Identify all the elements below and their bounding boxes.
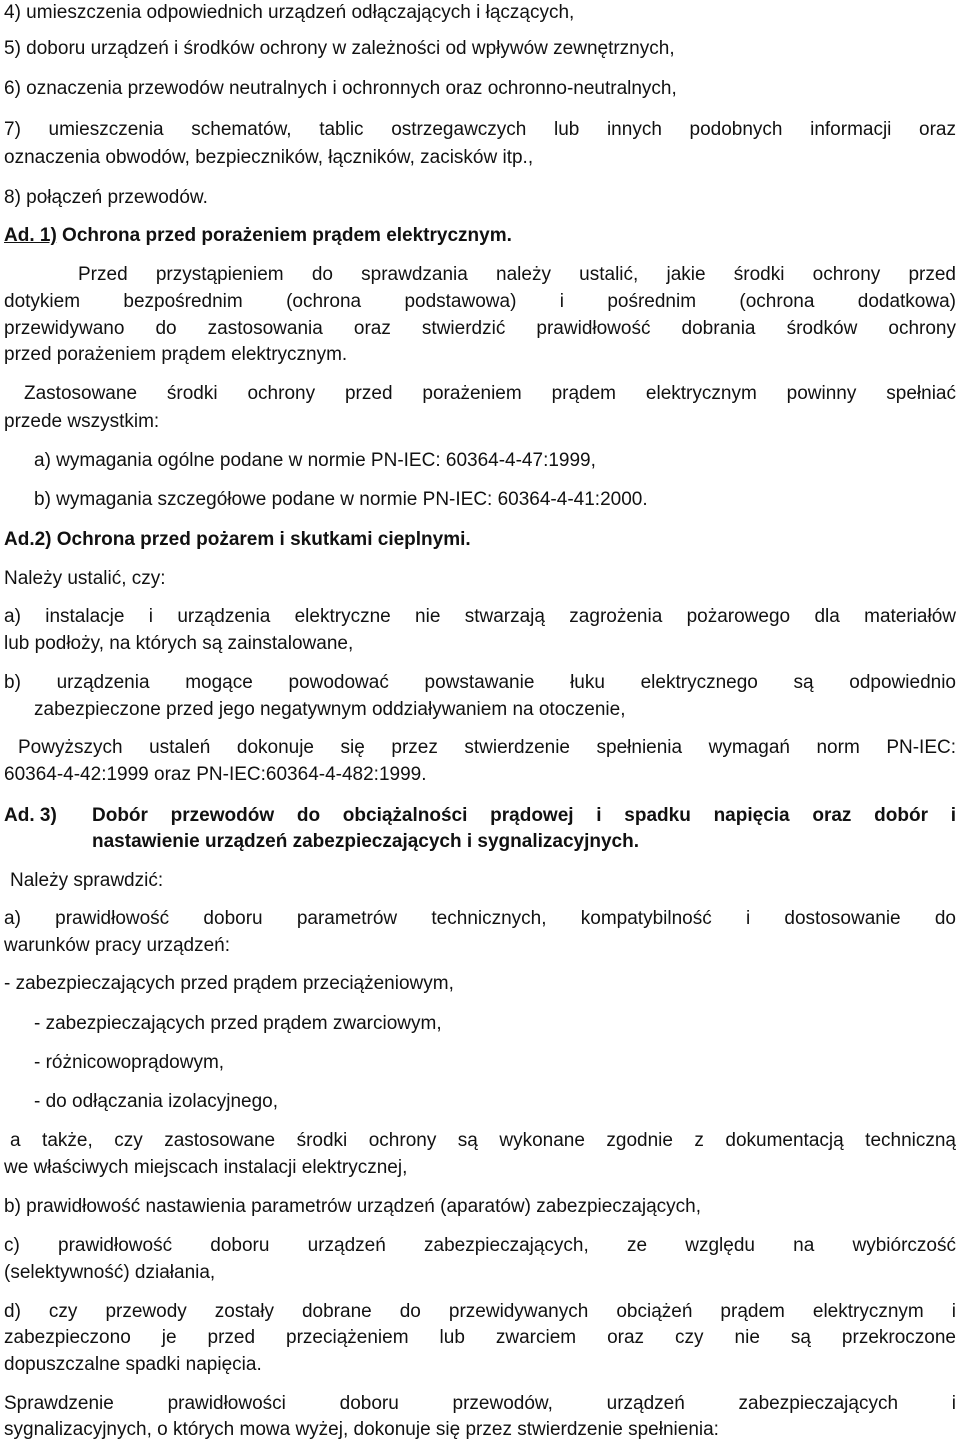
section-title-ad3-cont: nastawienie urządzeń zabezpieczających i sygnalizacyjnych. <box>92 831 640 852</box>
paragraph-line: Zastosowane środki ochrony przed porażeniem prądem elektrycznym powinny spełniać <box>24 383 956 404</box>
paragraph-line: dotykiem bezpośrednim (ochrona podstawowa) i pośrednim (ochrona dodatkowa) <box>4 291 956 312</box>
paragraph-line: c) prawidłowość doboru urządzeń zabezpieczających, ze względu na wybiórczość <box>4 1235 956 1256</box>
list-item-7: 7) umieszczenia schematów, tablic ostrzegawczych lub innych podobnych informacji oraz <box>4 119 956 140</box>
section-prefix: Ad. 1) <box>4 225 57 246</box>
requirement-a: a) wymagania ogólne podane w normie PN-IEC: 60364-4-47:1999, <box>34 450 596 471</box>
list-item-8: 8) połączeń przewodów. <box>4 187 208 208</box>
paragraph-intro: Należy ustalić, czy: <box>4 568 166 589</box>
paragraph-line: lub podłoży, na których są zainstalowane, <box>4 633 354 654</box>
paragraph-line: zabezpieczone przed jego negatywnym oddziaływaniem na otoczenie, <box>34 699 626 720</box>
section-prefix-ad3: Ad. 3) <box>4 805 57 826</box>
paragraph-line: (selektywność) działania, <box>4 1262 216 1283</box>
list-item-7-cont: oznaczenia obwodów, bezpieczników, łączników, zacisków itp., <box>4 147 534 168</box>
dash-item: - do odłączania izolacyjnego, <box>34 1091 278 1112</box>
paragraph-line: Sprawdzenie prawidłowości doboru przewodów, urządzeń zabezpieczających i <box>4 1393 956 1414</box>
paragraph-line: d) czy przewody zostały dobrane do przewidywanych obciążeń prądem elektrycznym i <box>4 1301 956 1322</box>
dash-item: - różnicowoprądowym, <box>34 1052 225 1073</box>
paragraph-line: Przed przystąpieniem do sprawdzania należy ustalić, jakie środki ochrony przed <box>78 264 956 285</box>
dash-item: - zabezpieczających przed prądem przeciążeniowym, <box>4 973 454 994</box>
paragraph-line: we właściwych miejscach instalacji elektrycznej, <box>4 1157 408 1178</box>
section-title-ad3: Dobór przewodów do obciążalności prądowej i spadku napięcia oraz dobór i <box>92 805 956 826</box>
dash-item: - zabezpieczających przed prądem zwarciowym, <box>34 1013 442 1034</box>
paragraph-intro: Należy sprawdzić: <box>10 870 164 891</box>
paragraph-line: Powyższych ustaleń dokonuje się przez stwierdzenie spełnienia wymagań norm PN-IEC: <box>18 737 956 758</box>
paragraph-line: przede wszystkim: <box>4 411 160 432</box>
paragraph-line: warunków pracy urządzeń: <box>4 935 230 956</box>
section-heading-ad1 <box>4 223 956 249</box>
section-heading-ad2: Ad.2) Ochrona przed pożarem i skutkami cieplnymi. <box>4 529 471 550</box>
paragraph-line: przewidywano do zastosowania oraz stwierdzić prawidłowość dobrania środków ochrony <box>4 318 956 339</box>
paragraph-line: a) prawidłowość doboru parametrów technicznych, kompatybilność i dostosowanie do <box>4 908 956 929</box>
paragraph-line: a także, czy zastosowane środki ochrony są wykonane zgodnie z dokumentacją techniczną <box>10 1130 956 1151</box>
requirement-b: b) wymagania szczegółowe podane w normie PN-IEC: 60364-4-41:2000. <box>34 489 648 510</box>
paragraph-line: zabezpieczono je przed przeciążeniem lub zwarciem oraz czy nie są przekroczone <box>4 1327 956 1348</box>
list-item-5: 5) doboru urządzeń i środków ochrony w zależności od wpływów zewnętrznych, <box>4 38 675 59</box>
list-item-6: 6) oznaczenia przewodów neutralnych i ochronnych oraz ochronno-neutralnych, <box>4 78 677 99</box>
paragraph-line: b) urządzenia mogące powodować powstawanie łuku elektrycznego są odpowiednio <box>4 672 956 693</box>
paragraph-line: sygnalizacyjnych, o których mowa wyżej, dokonuje się przez stwierdzenie spełnienia: <box>4 1419 719 1440</box>
paragraph-line: a) instalacje i urządzenia elektryczne nie stwarzają zagrożenia pożarowego dla materiałów <box>4 606 956 627</box>
list-item-4: 4) umieszczenia odpowiednich urządzeń odłączających i łączących, <box>4 2 575 23</box>
section-title: Ochrona przed porażeniem prądem elektrycznym. <box>56 225 512 246</box>
paragraph-line: 60364-4-42:1999 oraz PN-IEC:60364-4-482:1999. <box>4 764 427 785</box>
paragraph-line: b) prawidłowość nastawienia parametrów urządzeń (aparatów) zabezpieczających, <box>4 1196 702 1217</box>
paragraph-line: dopuszczalne spadki napięcia. <box>4 1354 262 1375</box>
paragraph-line: przed porażeniem prądem elektrycznym. <box>4 344 348 365</box>
